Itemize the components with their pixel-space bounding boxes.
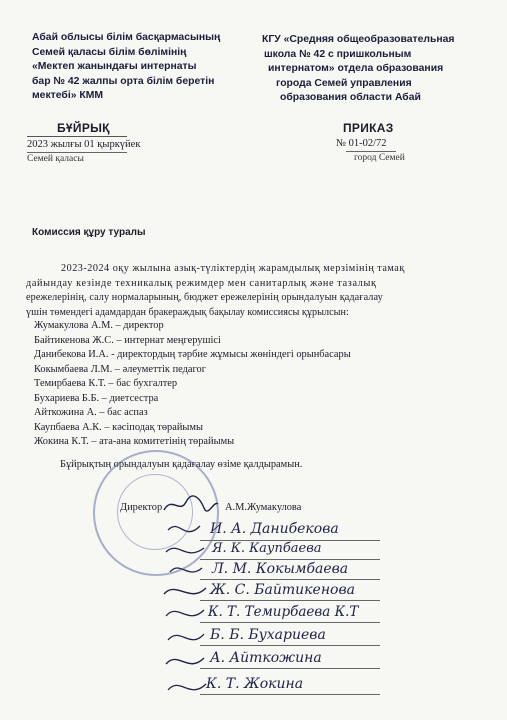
header-right-line: КГУ «Средняя общеобразовательная — [262, 34, 455, 45]
header-left-line: Семей қаласы білім бөлімінің — [32, 46, 187, 58]
header-left-line: бар № 42 жалпы орта білім беретін — [32, 75, 215, 87]
order-date-underline — [27, 152, 127, 153]
signature-name: А.М.Жумакулова — [225, 502, 302, 513]
ack-line — [200, 668, 380, 669]
member-item: Жокина К.Т. – ата-ана комитетінің төрайымы — [34, 436, 235, 447]
ack-line — [200, 579, 380, 580]
order-title-underline — [27, 136, 127, 137]
signature-role: Директор — [120, 502, 163, 513]
paragraph-line: 2023-2024 оқу жылына азық-түліктердің жарамдылық мерзімінің тамақ — [61, 263, 405, 274]
member-item: Жумакулова А.М. – директор — [34, 320, 164, 331]
ack-line — [200, 600, 380, 601]
member-item: Данибекова И.А. - директордың тәрбие жұмысы жөніндегі орынбасары — [34, 349, 351, 360]
member-item: Айткожина А. – бас аспаз — [34, 407, 148, 418]
header-right — [262, 33, 454, 106]
order-city-kz: Семей қаласы — [27, 154, 84, 164]
header-left-line: «Мектеп жанындағы интернаты — [32, 61, 197, 72]
handwritten-name: Б. Б. Бухариева — [210, 627, 326, 643]
order-city-ru: город Семей — [354, 153, 405, 163]
paragraph-line: ережелерінің, салу нормаларының, бюджет ережелерінің орындалуын қадағалау — [26, 292, 383, 303]
header-right-line: интернатом» отдела образования — [268, 63, 444, 74]
handwritten-name: И. А. Данибекова — [210, 521, 339, 537]
handwritten-name: К. Т. Жокина — [206, 676, 304, 692]
paragraph-line: дайындау кезінде техникалық режимдер мен санитарлық және тазалық — [26, 277, 377, 289]
ack-line — [200, 559, 380, 560]
handwritten-name: Я. К. Каупбаева — [212, 541, 322, 556]
member-item: Темирбаева К.Т. – бас бухгалтер — [34, 378, 178, 389]
ack-line — [200, 622, 380, 623]
paragraph-line: үшін төмендегі адамдардан бракераждық бақылау комиссиясы құрылсын: — [26, 306, 349, 318]
header-right-line: города Семей управления — [276, 77, 412, 89]
member-item: Кокымбаева Л.М. – әлеуметтік педагог — [34, 363, 206, 375]
header-right-line: школа № 42 с пришкольным — [264, 48, 412, 60]
order-title-ru: ПРИКАЗ — [343, 121, 394, 135]
member-item: Бухариева Б.Б. – диетсестра — [34, 392, 159, 404]
order-title-kz: БҰЙРЫҚ — [57, 121, 110, 135]
signature-scribbles-icon — [160, 518, 210, 708]
member-item: Байтикенова Ж.С. – интернат меңгерушісі — [34, 334, 221, 346]
order-date: 2023 жылғы 01 қыркүйек — [27, 139, 141, 150]
header-right-line: образования области Абай — [280, 92, 421, 103]
handwritten-name: Ж. С. Байтикенова — [210, 582, 355, 598]
header-left — [32, 31, 220, 104]
order-paragraph — [26, 262, 476, 320]
order-number-underline — [346, 151, 396, 152]
ack-line — [200, 645, 380, 646]
commission-members — [34, 319, 351, 450]
handwritten-name: Л. М. Кокымбаева — [212, 561, 349, 577]
ack-line — [200, 694, 380, 695]
handwritten-name: А. Айткожина — [210, 650, 322, 666]
member-item: Каупбаева А.К. – кәсіподақ төрайымы — [34, 421, 203, 433]
header-left-line: Абай облысы білім басқармасының — [32, 32, 221, 43]
handwritten-name: К. Т. Темирбаева К.Т — [208, 604, 359, 620]
control-line: Бұйрықтың орындалуын қадағалау өзіме қалдырамын. — [60, 459, 303, 470]
header-left-line: мектебі» КММ — [32, 90, 104, 101]
director-signature-icon — [160, 492, 220, 518]
order-number: № 01-02/72 — [336, 138, 387, 149]
order-subject: Комиссия құру туралы — [32, 227, 146, 238]
